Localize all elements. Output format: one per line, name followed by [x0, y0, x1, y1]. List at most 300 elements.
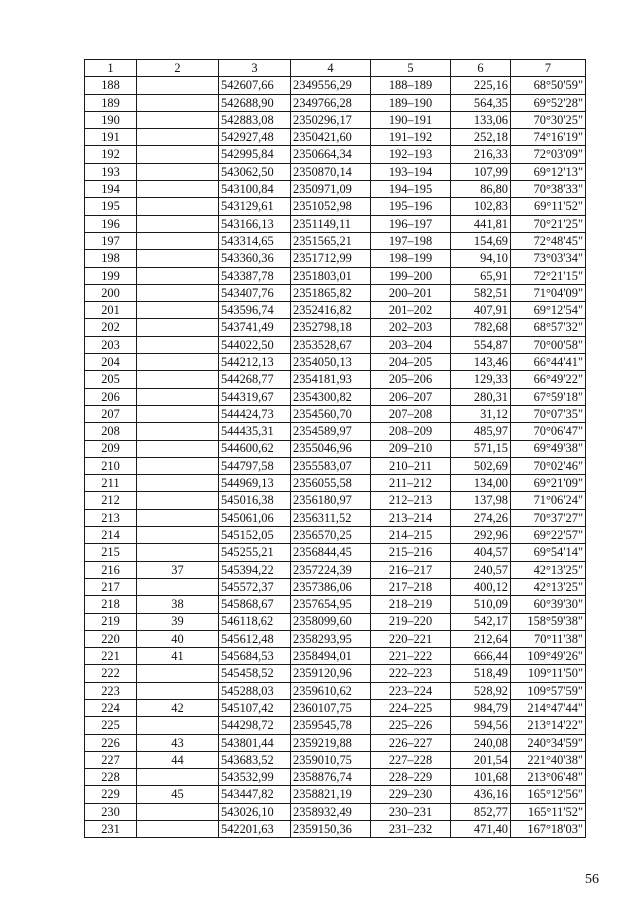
boundary-number-cell: 41	[137, 648, 219, 665]
table-row	[85, 181, 586, 198]
boundary-number-cell	[137, 198, 219, 215]
segment-cell: 197–198	[371, 232, 451, 249]
table-row	[85, 596, 586, 613]
point-number-cell: 216	[85, 561, 137, 578]
point-number-cell: 229	[85, 786, 137, 803]
column-header: 1	[85, 60, 137, 77]
table-row	[85, 457, 586, 474]
table-row	[85, 163, 586, 180]
boundary-number-cell	[137, 302, 219, 319]
length-cell: 137,98	[451, 492, 511, 509]
direction-angle-cell: 165°11'52"	[511, 803, 586, 820]
coordinate-x-cell: 545612,48	[219, 630, 291, 647]
table-row	[85, 821, 586, 838]
coordinate-y-cell: 2358821,19	[291, 786, 371, 803]
point-number-cell: 213	[85, 509, 137, 526]
length-cell: 471,40	[451, 821, 511, 838]
boundary-number-cell: 42	[137, 699, 219, 716]
length-cell: 436,16	[451, 786, 511, 803]
direction-angle-cell: 42°13'25"	[511, 578, 586, 595]
coordinate-y-cell: 2353528,67	[291, 336, 371, 353]
coordinate-y-cell: 2349556,29	[291, 77, 371, 94]
direction-angle-cell: 67°59'18"	[511, 388, 586, 405]
direction-angle-cell: 71°04'09"	[511, 284, 586, 301]
length-cell: 518,49	[451, 665, 511, 682]
coordinate-x-cell: 543062,50	[219, 163, 291, 180]
boundary-number-cell	[137, 457, 219, 474]
point-number-cell: 196	[85, 215, 137, 232]
direction-angle-cell: 69°12'13"	[511, 163, 586, 180]
coordinate-x-cell: 544797,58	[219, 457, 291, 474]
coordinate-y-cell: 2350870,14	[291, 163, 371, 180]
segment-cell: 217–218	[371, 578, 451, 595]
point-number-cell: 218	[85, 596, 137, 613]
point-number-cell: 223	[85, 682, 137, 699]
segment-cell: 230–231	[371, 803, 451, 820]
coordinate-y-cell: 2352416,82	[291, 302, 371, 319]
boundary-number-cell	[137, 527, 219, 544]
direction-angle-cell: 70°30'25"	[511, 111, 586, 128]
length-cell: 225,16	[451, 77, 511, 94]
coordinate-x-cell: 545061,06	[219, 509, 291, 526]
point-number-cell: 193	[85, 163, 137, 180]
point-number-cell: 190	[85, 111, 137, 128]
segment-cell: 195–196	[371, 198, 451, 215]
table-row	[85, 146, 586, 163]
point-number-cell: 217	[85, 578, 137, 595]
table-row	[85, 578, 586, 595]
direction-angle-cell: 109°57'59"	[511, 682, 586, 699]
coordinate-x-cell: 544298,72	[219, 717, 291, 734]
coordinate-y-cell: 2352798,18	[291, 319, 371, 336]
coordinate-x-cell: 543596,74	[219, 302, 291, 319]
direction-angle-cell: 60°39'30"	[511, 596, 586, 613]
boundary-number-cell	[137, 371, 219, 388]
boundary-number-cell	[137, 181, 219, 198]
segment-cell: 207–208	[371, 405, 451, 422]
direction-angle-cell: 240°34'59"	[511, 734, 586, 751]
column-header: 7	[511, 60, 586, 77]
column-header: 5	[371, 60, 451, 77]
coordinate-x-cell: 545458,52	[219, 665, 291, 682]
length-cell: 274,26	[451, 509, 511, 526]
column-header: 4	[291, 60, 371, 77]
direction-angle-cell: 70°37'27"	[511, 509, 586, 526]
column-header: 6	[451, 60, 511, 77]
table-row	[85, 769, 586, 786]
point-number-cell: 221	[85, 648, 137, 665]
direction-angle-cell: 70°06'47"	[511, 423, 586, 440]
boundary-number-cell	[137, 94, 219, 111]
table-row	[85, 734, 586, 751]
table-row	[85, 440, 586, 457]
direction-angle-cell: 70°00'58"	[511, 336, 586, 353]
coordinate-x-cell: 543801,44	[219, 734, 291, 751]
coordinate-x-cell: 542607,66	[219, 77, 291, 94]
boundary-number-cell	[137, 682, 219, 699]
boundary-number-cell	[137, 475, 219, 492]
boundary-number-cell	[137, 717, 219, 734]
segment-cell: 199–200	[371, 267, 451, 284]
point-number-cell: 197	[85, 232, 137, 249]
segment-cell: 208–209	[371, 423, 451, 440]
direction-angle-cell: 213°14'22"	[511, 717, 586, 734]
length-cell: 666,44	[451, 648, 511, 665]
coordinate-x-cell: 543166,13	[219, 215, 291, 232]
length-cell: 407,91	[451, 302, 511, 319]
length-cell: 94,10	[451, 250, 511, 267]
direction-angle-cell: 42°13'25"	[511, 561, 586, 578]
length-cell: 984,79	[451, 699, 511, 716]
point-number-cell: 231	[85, 821, 137, 838]
boundary-number-cell: 44	[137, 751, 219, 768]
coordinate-y-cell: 2351565,21	[291, 232, 371, 249]
point-number-cell: 211	[85, 475, 137, 492]
length-cell: 143,46	[451, 354, 511, 371]
coordinate-x-cell: 544022,50	[219, 336, 291, 353]
direction-angle-cell: 68°50'59"	[511, 77, 586, 94]
coordinate-x-cell: 544424,73	[219, 405, 291, 422]
coordinate-x-cell: 542201,63	[219, 821, 291, 838]
coordinate-y-cell: 2358099,60	[291, 613, 371, 630]
table-row	[85, 94, 586, 111]
boundary-number-cell	[137, 665, 219, 682]
point-number-cell: 192	[85, 146, 137, 163]
segment-cell: 226–227	[371, 734, 451, 751]
table-row	[85, 388, 586, 405]
segment-cell: 191–192	[371, 129, 451, 146]
coordinate-y-cell: 2358932,49	[291, 803, 371, 820]
direction-angle-cell: 66°44'41"	[511, 354, 586, 371]
segment-cell: 216–217	[371, 561, 451, 578]
direction-angle-cell: 69°21'09"	[511, 475, 586, 492]
boundary-number-cell	[137, 215, 219, 232]
boundary-number-cell	[137, 250, 219, 267]
length-cell: 564,35	[451, 94, 511, 111]
coordinate-x-cell: 545394,22	[219, 561, 291, 578]
coordinates-table	[84, 59, 586, 838]
table-row	[85, 267, 586, 284]
boundary-number-cell: 37	[137, 561, 219, 578]
direction-angle-cell: 214°47'44"	[511, 699, 586, 716]
point-number-cell: 199	[85, 267, 137, 284]
boundary-number-cell: 40	[137, 630, 219, 647]
page-number: 56	[585, 872, 599, 887]
segment-cell: 190–191	[371, 111, 451, 128]
point-number-cell: 203	[85, 336, 137, 353]
coordinate-y-cell: 2360107,75	[291, 699, 371, 716]
length-cell: 101,68	[451, 769, 511, 786]
segment-cell: 206–207	[371, 388, 451, 405]
coordinate-x-cell: 542883,08	[219, 111, 291, 128]
length-cell: 201,54	[451, 751, 511, 768]
table-row	[85, 475, 586, 492]
point-number-cell: 225	[85, 717, 137, 734]
point-number-cell: 222	[85, 665, 137, 682]
length-cell: 404,57	[451, 544, 511, 561]
table-row	[85, 250, 586, 267]
segment-cell: 205–206	[371, 371, 451, 388]
segment-cell: 203–204	[371, 336, 451, 353]
coordinate-x-cell: 546118,62	[219, 613, 291, 630]
coordinate-x-cell: 543532,99	[219, 769, 291, 786]
table-row	[85, 129, 586, 146]
coordinate-x-cell: 545255,21	[219, 544, 291, 561]
length-cell: 65,91	[451, 267, 511, 284]
boundary-number-cell	[137, 146, 219, 163]
table-row	[85, 198, 586, 215]
segment-cell: 198–199	[371, 250, 451, 267]
coordinate-y-cell: 2354300,82	[291, 388, 371, 405]
segment-cell: 219–220	[371, 613, 451, 630]
coordinate-x-cell: 544212,13	[219, 354, 291, 371]
boundary-number-cell	[137, 111, 219, 128]
coordinate-x-cell: 543741,49	[219, 319, 291, 336]
direction-angle-cell: 70°38'33"	[511, 181, 586, 198]
point-number-cell: 205	[85, 371, 137, 388]
table-row	[85, 544, 586, 561]
direction-angle-cell: 109°11'50"	[511, 665, 586, 682]
boundary-number-cell	[137, 163, 219, 180]
length-cell: 252,18	[451, 129, 511, 146]
segment-cell: 222–223	[371, 665, 451, 682]
direction-angle-cell: 68°57'32"	[511, 319, 586, 336]
length-cell: 280,31	[451, 388, 511, 405]
coordinate-y-cell: 2350971,09	[291, 181, 371, 198]
coordinate-y-cell: 2349766,28	[291, 94, 371, 111]
boundary-number-cell	[137, 492, 219, 509]
boundary-number-cell: 43	[137, 734, 219, 751]
segment-cell: 204–205	[371, 354, 451, 371]
boundary-number-cell	[137, 319, 219, 336]
table-row	[85, 232, 586, 249]
length-cell: 528,92	[451, 682, 511, 699]
table-row	[85, 77, 586, 94]
coordinate-y-cell: 2359010,75	[291, 751, 371, 768]
point-number-cell: 224	[85, 699, 137, 716]
coordinate-y-cell: 2359219,88	[291, 734, 371, 751]
point-number-cell: 230	[85, 803, 137, 820]
coordinate-y-cell: 2354589,97	[291, 423, 371, 440]
length-cell: 292,96	[451, 527, 511, 544]
segment-cell: 224–225	[371, 699, 451, 716]
segment-cell: 196–197	[371, 215, 451, 232]
boundary-number-cell	[137, 284, 219, 301]
point-number-cell: 212	[85, 492, 137, 509]
length-cell: 240,08	[451, 734, 511, 751]
boundary-number-cell	[137, 129, 219, 146]
column-header: 2	[137, 60, 219, 77]
coordinate-x-cell: 545684,53	[219, 648, 291, 665]
boundary-number-cell	[137, 440, 219, 457]
segment-cell: 227–228	[371, 751, 451, 768]
coordinate-x-cell: 545572,37	[219, 578, 291, 595]
coordinate-y-cell: 2355046,96	[291, 440, 371, 457]
direction-angle-cell: 72°48'45"	[511, 232, 586, 249]
coordinate-y-cell: 2356180,97	[291, 492, 371, 509]
point-number-cell: 207	[85, 405, 137, 422]
direction-angle-cell: 213°06'48"	[511, 769, 586, 786]
point-number-cell: 188	[85, 77, 137, 94]
direction-angle-cell: 69°11'52"	[511, 198, 586, 215]
boundary-number-cell	[137, 405, 219, 422]
direction-angle-cell: 158°59'38"	[511, 613, 586, 630]
coordinate-x-cell: 543360,36	[219, 250, 291, 267]
direction-angle-cell: 69°22'57"	[511, 527, 586, 544]
point-number-cell: 191	[85, 129, 137, 146]
boundary-number-cell	[137, 821, 219, 838]
boundary-number-cell: 38	[137, 596, 219, 613]
boundary-number-cell	[137, 267, 219, 284]
segment-cell: 212–213	[371, 492, 451, 509]
point-number-cell: 209	[85, 440, 137, 457]
length-cell: 400,12	[451, 578, 511, 595]
coordinate-x-cell: 542995,84	[219, 146, 291, 163]
segment-cell: 215–216	[371, 544, 451, 561]
table-row	[85, 405, 586, 422]
direction-angle-cell: 109°49'26"	[511, 648, 586, 665]
table-row	[85, 803, 586, 820]
direction-angle-cell: 70°07'35"	[511, 405, 586, 422]
coordinate-x-cell: 543447,82	[219, 786, 291, 803]
coordinate-y-cell: 2359120,96	[291, 665, 371, 682]
direction-angle-cell: 74°16'19"	[511, 129, 586, 146]
length-cell: 86,80	[451, 181, 511, 198]
length-cell: 554,87	[451, 336, 511, 353]
coordinate-y-cell: 2358876,74	[291, 769, 371, 786]
length-cell: 31,12	[451, 405, 511, 422]
table-row	[85, 665, 586, 682]
coordinate-x-cell: 543129,61	[219, 198, 291, 215]
segment-cell: 188–189	[371, 77, 451, 94]
coordinate-y-cell: 2358494,01	[291, 648, 371, 665]
segment-cell: 192–193	[371, 146, 451, 163]
point-number-cell: 202	[85, 319, 137, 336]
length-cell: 134,00	[451, 475, 511, 492]
direction-angle-cell: 70°02'46"	[511, 457, 586, 474]
boundary-number-cell	[137, 232, 219, 249]
length-cell: 212,64	[451, 630, 511, 647]
segment-cell: 221–222	[371, 648, 451, 665]
segment-cell: 223–224	[371, 682, 451, 699]
column-header: 3	[219, 60, 291, 77]
table-row	[85, 613, 586, 630]
point-number-cell: 215	[85, 544, 137, 561]
boundary-number-cell	[137, 336, 219, 353]
table-row	[85, 561, 586, 578]
direction-angle-cell: 69°12'54"	[511, 302, 586, 319]
segment-cell: 210–211	[371, 457, 451, 474]
direction-angle-cell: 72°03'09"	[511, 146, 586, 163]
coordinate-y-cell: 2351803,01	[291, 267, 371, 284]
direction-angle-cell: 72°21'15"	[511, 267, 586, 284]
direction-angle-cell: 69°49'38"	[511, 440, 586, 457]
boundary-number-cell: 39	[137, 613, 219, 630]
point-number-cell: 210	[85, 457, 137, 474]
table-row	[85, 336, 586, 353]
segment-cell: 225–226	[371, 717, 451, 734]
segment-cell: 202–203	[371, 319, 451, 336]
segment-cell: 193–194	[371, 163, 451, 180]
length-cell: 102,83	[451, 198, 511, 215]
segment-cell: 194–195	[371, 181, 451, 198]
direction-angle-cell: 71°06'24"	[511, 492, 586, 509]
coordinate-x-cell: 543314,65	[219, 232, 291, 249]
length-cell: 216,33	[451, 146, 511, 163]
point-number-cell: 198	[85, 250, 137, 267]
segment-cell: 213–214	[371, 509, 451, 526]
segment-cell: 201–202	[371, 302, 451, 319]
boundary-number-cell: 45	[137, 786, 219, 803]
table-row	[85, 354, 586, 371]
coordinate-y-cell: 2351865,82	[291, 284, 371, 301]
length-cell: 594,56	[451, 717, 511, 734]
segment-cell: 220–221	[371, 630, 451, 647]
length-cell: 852,77	[451, 803, 511, 820]
table-row	[85, 371, 586, 388]
coordinate-x-cell: 544600,62	[219, 440, 291, 457]
length-cell: 782,68	[451, 319, 511, 336]
coordinate-y-cell: 2354181,93	[291, 371, 371, 388]
length-cell: 502,69	[451, 457, 511, 474]
table-row	[85, 509, 586, 526]
point-number-cell: 204	[85, 354, 137, 371]
coordinate-x-cell: 544319,67	[219, 388, 291, 405]
coordinate-y-cell: 2354050,13	[291, 354, 371, 371]
boundary-number-cell	[137, 578, 219, 595]
length-cell: 485,97	[451, 423, 511, 440]
table-row	[85, 302, 586, 319]
coordinate-y-cell: 2359150,36	[291, 821, 371, 838]
segment-cell: 200–201	[371, 284, 451, 301]
table-row	[85, 699, 586, 716]
boundary-number-cell	[137, 388, 219, 405]
coordinate-y-cell: 2356311,52	[291, 509, 371, 526]
boundary-number-cell	[137, 769, 219, 786]
length-cell: 510,09	[451, 596, 511, 613]
table-row	[85, 111, 586, 128]
point-number-cell: 228	[85, 769, 137, 786]
point-number-cell: 201	[85, 302, 137, 319]
boundary-number-cell	[137, 354, 219, 371]
direction-angle-cell: 69°52'28"	[511, 94, 586, 111]
length-cell: 542,17	[451, 613, 511, 630]
segment-cell: 209–210	[371, 440, 451, 457]
coordinate-x-cell: 544969,13	[219, 475, 291, 492]
segment-cell: 229–230	[371, 786, 451, 803]
table-row	[85, 717, 586, 734]
coordinate-y-cell: 2350664,34	[291, 146, 371, 163]
direction-angle-cell: 69°54'14"	[511, 544, 586, 561]
coordinate-y-cell: 2356844,45	[291, 544, 371, 561]
coordinate-y-cell: 2350421,60	[291, 129, 371, 146]
coordinate-x-cell: 545152,05	[219, 527, 291, 544]
point-number-cell: 220	[85, 630, 137, 647]
length-cell: 107,99	[451, 163, 511, 180]
table-row	[85, 319, 586, 336]
point-number-cell: 195	[85, 198, 137, 215]
coordinate-x-cell: 543026,10	[219, 803, 291, 820]
boundary-number-cell	[137, 803, 219, 820]
coordinate-y-cell: 2359610,62	[291, 682, 371, 699]
coordinate-x-cell: 542927,48	[219, 129, 291, 146]
point-number-cell: 227	[85, 751, 137, 768]
segment-cell: 231–232	[371, 821, 451, 838]
coordinate-x-cell: 544268,77	[219, 371, 291, 388]
direction-angle-cell: 165°12'56"	[511, 786, 586, 803]
length-cell: 582,51	[451, 284, 511, 301]
coordinate-y-cell: 2350296,17	[291, 111, 371, 128]
